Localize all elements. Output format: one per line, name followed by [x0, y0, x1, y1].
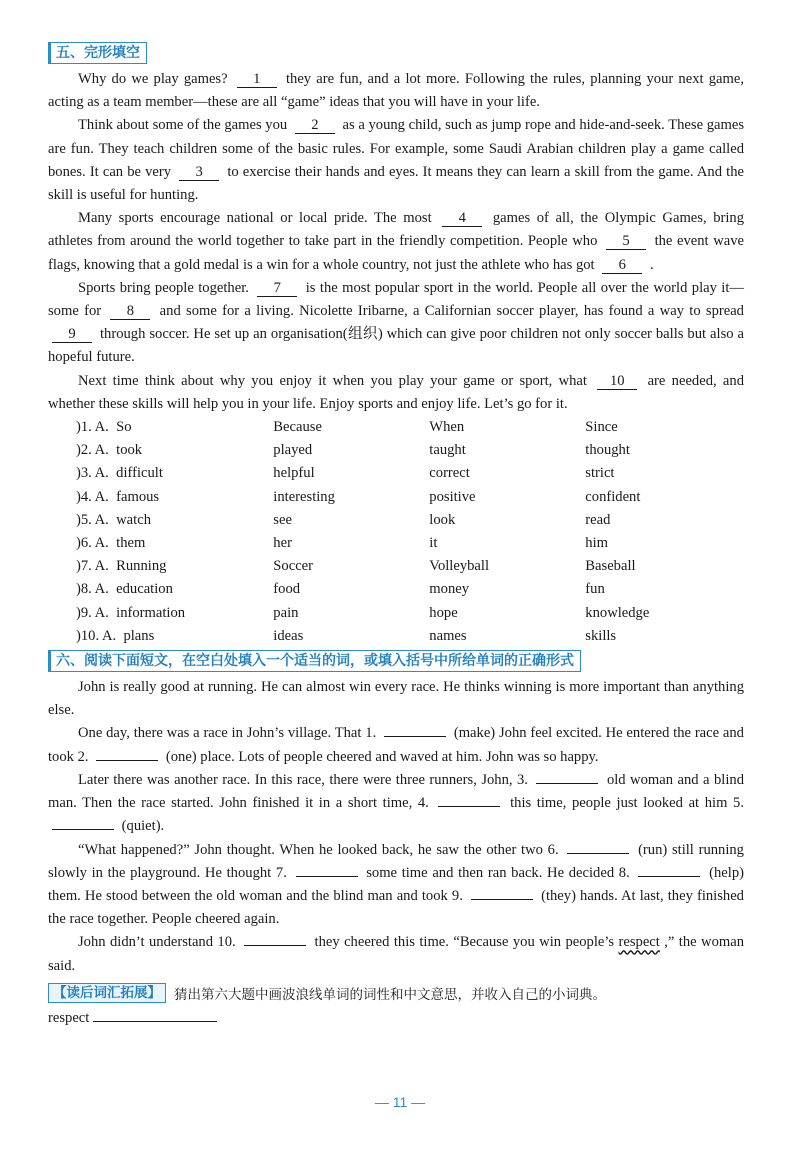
passage-text: Sports bring people together. [78, 279, 249, 296]
option-d[interactable]: Since [585, 419, 618, 436]
option-a[interactable]: famous [116, 488, 160, 505]
paragraph [48, 931, 744, 977]
numbered-blank[interactable]: 5 [606, 233, 646, 250]
passage-text: as a young child, such as jump rope and hide-and-seek. These games are fun. They teach children some of the basic rules. For example, some Saudi Arabian children play a game called bones. It can be very [48, 117, 745, 180]
section6-passage [48, 676, 744, 978]
numbered-blank[interactable]: 8 [110, 303, 150, 320]
paragraph [48, 370, 744, 416]
numbered-blank[interactable]: 9 [52, 326, 92, 343]
section5-title: 五、完形填空 [48, 42, 147, 64]
answer-blank[interactable] [471, 899, 533, 900]
option-c[interactable]: it [429, 535, 438, 552]
answer-blank[interactable] [52, 829, 114, 830]
passage-text: Think about some of the games you [78, 117, 288, 134]
passage-text: is the most popular sport in the world. People all over the world play it—some for [48, 279, 745, 320]
option-a[interactable]: So [116, 419, 132, 436]
answer-blank[interactable] [638, 876, 700, 877]
option-a[interactable]: took [116, 442, 143, 459]
question-number: )8. A. [76, 581, 109, 598]
question-number: )6. A. [76, 535, 109, 552]
passage-text: games of all, the Olympic Games, bring athletes from around the world together to take part in the friendly competition. People who [48, 210, 745, 250]
passage-text: they are fun, and a lot more. Following the rules, planning your next game, acting as a team member—these are all “game” ideas that you will have in your life. [48, 71, 744, 111]
paragraph [48, 114, 744, 207]
question-number: )7. A. [76, 558, 109, 575]
paragraph [48, 769, 744, 839]
option-b[interactable]: food [273, 581, 301, 598]
answer-blank[interactable] [536, 783, 598, 784]
section5-header [48, 42, 744, 64]
option-c[interactable]: names [429, 627, 467, 644]
options-table [48, 416, 744, 648]
option-row [48, 439, 744, 462]
vocab-entry [48, 1010, 744, 1027]
option-b[interactable]: see [273, 511, 292, 528]
option-row [48, 555, 744, 578]
option-row [48, 462, 744, 485]
section6-title: 六、阅读下面短文，在空白处填入一个适当的词，或填入括号中所给单词的正确形式 [48, 650, 581, 672]
passage-text: (quiet). [121, 818, 165, 835]
option-d[interactable]: knowledge [585, 604, 650, 621]
passage-text: (they) hands. At last, they finished the race together. People cheered again. [48, 887, 744, 928]
option-a[interactable]: difficult [116, 465, 163, 482]
passage-text: John is really good at running. He can almost win every race. He thinks winning is more important than anything else. [48, 679, 744, 719]
option-c[interactable]: correct [429, 465, 470, 482]
option-row [48, 602, 744, 625]
paragraph [48, 207, 744, 277]
passage-text: (one) place. Lots of people cheered and waved at him. John was so happy. [165, 748, 599, 765]
option-d[interactable]: thought [585, 442, 630, 459]
passage-text: John didn’t understand 10. [78, 934, 236, 951]
answer-blank[interactable] [296, 876, 358, 877]
option-b[interactable]: interesting [273, 488, 335, 505]
question-number: )4. A. [76, 488, 109, 505]
answer-blank[interactable] [438, 806, 500, 807]
option-a[interactable]: them [116, 535, 146, 552]
question-number: )3. A. [76, 465, 109, 482]
passage-text: this time, people just looked at him 5. [510, 795, 744, 812]
option-c[interactable]: When [429, 419, 465, 436]
option-b[interactable]: pain [273, 604, 299, 621]
option-d[interactable]: read [585, 511, 611, 528]
option-b[interactable]: her [273, 535, 292, 552]
option-a[interactable]: education [116, 581, 173, 598]
passage-text: One day, there was a race in John’s village. That 1. [78, 725, 377, 742]
passage-text: through soccer. He set up an organisation(组织) which can give poor children not only soccer balls but also a hopeful future. [48, 326, 744, 366]
question-number: )2. A. [76, 442, 109, 459]
worksheet-page [48, 42, 744, 1027]
option-b[interactable]: helpful [273, 465, 315, 482]
option-c[interactable]: positive [429, 488, 476, 505]
vocab-blank[interactable] [93, 1021, 217, 1022]
numbered-blank[interactable]: 2 [295, 117, 335, 134]
passage-text: Next time think about why you enjoy it when you play your game or sport, what [78, 372, 587, 389]
passage-text: the event wave flags, knowing that a gold medal is a win for a whole country, not just the athlete who has got [48, 233, 744, 273]
option-row [48, 486, 744, 509]
passage-text: old woman and a blind man. Then the race started. John finished it in a short time, 4. [48, 771, 744, 812]
answer-blank[interactable] [567, 853, 629, 854]
numbered-blank[interactable]: 4 [442, 210, 482, 227]
option-row [48, 509, 744, 532]
vocab-word: respect [48, 1009, 90, 1026]
option-c[interactable]: taught [429, 442, 466, 459]
passage-text: . [649, 256, 654, 273]
option-a[interactable]: watch [116, 511, 151, 528]
numbered-blank[interactable]: 10 [597, 373, 637, 390]
paragraph [48, 839, 744, 932]
paragraph [48, 722, 744, 768]
option-c[interactable]: hope [429, 604, 458, 621]
option-a[interactable]: Running [116, 558, 167, 575]
option-b[interactable]: played [273, 442, 313, 459]
option-c[interactable]: Volleyball [429, 558, 490, 575]
option-row [48, 578, 744, 601]
option-d[interactable]: Baseball [585, 558, 636, 575]
option-d[interactable]: strict [585, 465, 615, 482]
wavy-underlined-word: respect [618, 934, 660, 951]
page-number: — 11 — [374, 1094, 426, 1110]
answer-blank[interactable] [96, 760, 158, 761]
vocab-instruction: 猜出第六大题中画波浪线单词的词性和中文意思，并收入自己的小词典。 [174, 986, 606, 1003]
passage-text: (make) John feel excited. He entered the race and took 2. [48, 725, 744, 765]
option-d[interactable]: confident [585, 488, 641, 505]
section5-passage [48, 68, 744, 416]
numbered-blank[interactable]: 7 [257, 280, 297, 297]
option-d[interactable]: skills [585, 627, 617, 644]
option-a[interactable]: plans [123, 627, 155, 644]
passage-text: and some for a living. Nicolette Iribarne, a Californian soccer player, has found a way to spread [159, 303, 744, 320]
passage-text: are needed, and whether these skills will help you in your life. Enjoy sports and enjoy life. Let’s go for it. [48, 372, 744, 412]
passage-text: Many sports encourage national or local pride. The most [78, 210, 432, 227]
option-a[interactable]: information [116, 604, 186, 621]
answer-blank[interactable] [244, 945, 306, 946]
paragraph [48, 68, 744, 114]
paragraph [48, 277, 744, 370]
paragraph [48, 676, 744, 722]
answer-blank[interactable] [384, 736, 446, 737]
passage-text: Later there was another race. In this race, there were three runners, John, 3. [78, 771, 528, 788]
question-number: )10. A. [76, 627, 117, 644]
question-number: )5. A. [76, 511, 109, 528]
passage-text: ,” the woman said. [48, 934, 745, 974]
option-row [48, 416, 744, 439]
numbered-blank[interactable]: 6 [602, 257, 642, 274]
passage-text: they cheered this time. “Because you win people’s [314, 934, 615, 951]
option-row [48, 532, 744, 555]
option-b[interactable]: ideas [273, 627, 304, 644]
question-number: )9. A. [76, 604, 109, 621]
option-d[interactable]: him [585, 535, 608, 552]
passage-text: Why do we play games? [78, 71, 228, 87]
option-b[interactable]: Because [273, 419, 322, 436]
passage-text: (run) still running slowly in the playground. He thought 7. [48, 841, 744, 881]
numbered-blank[interactable]: 3 [179, 164, 219, 181]
option-b[interactable]: Soccer [273, 558, 314, 575]
question-number: )1. A. [76, 419, 109, 436]
passage-text: to exercise their hands and eyes. It means they can learn a skill from the game. And the skill is useful for hunting. [48, 163, 744, 204]
option-d[interactable]: fun [585, 581, 605, 598]
passage-text: some time and then ran back. He decided 8. [366, 864, 630, 881]
numbered-blank[interactable]: 1 [237, 71, 277, 88]
passage-text: (help) them. He stood between the old woman and the blind man and took 9. [48, 864, 744, 904]
passage-text: “What happened?” John thought. When he looked back, he saw the other two 6. [78, 841, 559, 858]
option-c[interactable]: look [429, 511, 456, 528]
option-row [48, 625, 744, 648]
vocab-extension [48, 982, 744, 1004]
section6-header [48, 650, 744, 672]
option-c[interactable]: money [429, 581, 470, 598]
vocab-tag: 【读后词汇拓展】 [48, 983, 166, 1003]
